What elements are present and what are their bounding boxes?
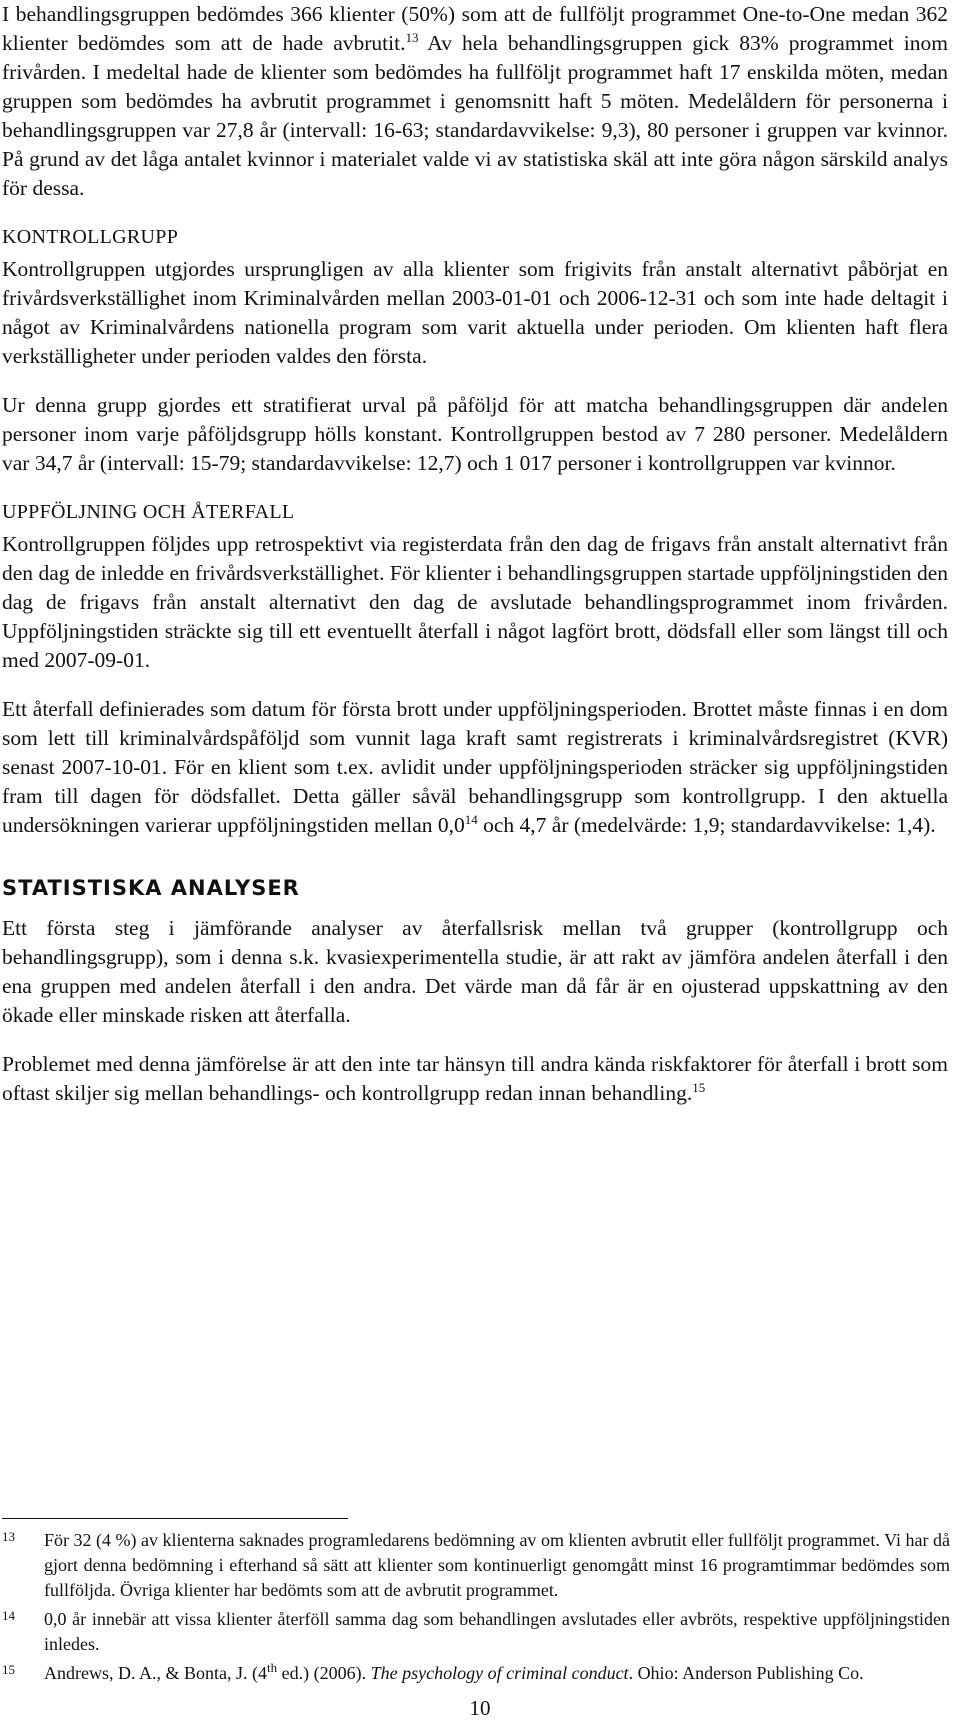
footnote-text: 0,0 år innebär att vissa klienter återföll samma dag som behandlingen avslutades eller avbröts, respektive uppföljningstiden inledes. [44, 1609, 950, 1654]
heading-statistiska-analyser: STATISTISKA ANALYSER [2, 876, 300, 900]
paragraph-text: Problemet med denna jämförelse är att den inte tar hänsyn till andra kända riskfaktorer för återfall i brott som oftast skiljer sig mellan behandlings- och kontrollgrupp redan innan behandling. [2, 1052, 948, 1105]
footnote-ref-15[interactable]: 15 [692, 1079, 706, 1095]
paragraph-text: Av hela behandlingsgruppen gick 83% programmet inom frivården. I medeltal hade de klienter som bedömdes ha fullföljt programmet haft 17 enskilda möten, medan gruppen som bedömdes ha avbrutit programmet i genomsnitt haft 5 möten. Medelåldern för personerna i behandlingsgruppen var 27,8 år (intervall: 16-63; standardavvikelse: 9,3), 80 personer i gruppen var kvinnor. På grund av det låga antalet kvinnor i materialet valde vi av statistiska skäl att inte göra någon särskild analys för dessa. [2, 31, 949, 200]
footnotes [0, 1528, 950, 1690]
paragraph-statistiska-2 [2, 1050, 948, 1108]
footnote-superscript: th [267, 1660, 278, 1675]
footnote-14 [0, 1607, 950, 1657]
paragraph-text: och 4,7 år (medelvärde: 1,9; standardavvikelse: 1,4). [477, 813, 936, 837]
book-title: The psychology of criminal conduct [370, 1663, 629, 1683]
paragraph-kontroll-1: Kontrollgruppen utgjordes ursprungligen av alla klienter som frigivits från anstalt alternativt påbörjat en frivårdsverkställighet inom Kriminalvården mellan 2003-01-01 och 2006-12-31 och som inte hade deltagit i något av Kriminalvårdens nationella program som varit aktuella under perioden. Om klienten haft flera verkställigheter under perioden valdes den första. [2, 257, 948, 368]
paragraph-behandlingsgrupp [2, 0, 948, 203]
heading-kontrollgrupp: KONTROLLGRUPP [2, 226, 179, 248]
footnote-ref-13[interactable]: 13 [405, 29, 419, 45]
footnote-text: För 32 (4 %) av klienterna saknades programledarens bedömning av om klienten avbrutit eller fullföljt programmet. Vi har då gjort denna bedömning i efterhand så sätt att klienter som kontinuerligt genomgått minst 16 programtimmar bedömdes som fullföljda. Övriga klienter har bedömts som att de avbrutit programmet. [44, 1530, 950, 1600]
footnote-13 [0, 1528, 950, 1603]
paragraph-statistiska-1: Ett första steg i jämförande analyser av återfallsrisk mellan två grupper (kontrollgrupp och behandlingsgrupp), som i denna s.k. kvasiexperimentella studie, är att rakt av jämföra andelen återfall i den ena gruppen med andelen återfall i den andra. Det värde man då får är en ojusterad uppskattning av den ökade eller minskade risken att återfalla. [2, 916, 948, 1027]
paragraph-text: I behandlingsgruppen bedömdes 366 klienter (50%) som att de fullföljt programmet One-to-One medan 362 klienter bedömdes som att de hade avbrutit. [2, 2, 948, 55]
footnote-15 [0, 1661, 950, 1686]
footnote-number: 14 [2, 1608, 15, 1623]
page-number: 10 [469, 1696, 491, 1720]
footnote-separator [2, 1518, 348, 1519]
footnote-ref-14[interactable]: 14 [464, 811, 478, 827]
document-page [2, 0, 948, 1108]
paragraph-uppfoljning-1: Kontrollgruppen följdes upp retrospektivt via registerdata från den dag de frigavs från anstalt alternativt från den dag de inledde en frivårdsverkställighet. För klienter i behandlingsgruppen startade uppföljningstiden den dag de frigavs från anstalt alternativt den dag de avslutade behandlingsprogrammet inom frivården. Uppföljningstiden sträckte sig till ett eventuellt återfall i något lagfört brott, dödsfall eller som längst till och med 2007-09-01. [2, 532, 948, 672]
paragraph-uppfoljning-2 [2, 695, 948, 840]
footnote-text: . Ohio: Anderson Publishing Co. [628, 1663, 864, 1683]
footnote-number: 15 [2, 1662, 15, 1677]
footnote-text: Andrews, D. A., & Bonta, J. (4 [44, 1663, 267, 1683]
footnote-number: 13 [2, 1529, 15, 1544]
paragraph-kontroll-2: Ur denna grupp gjordes ett stratifierat urval på påföljd för att matcha behandlingsgruppen där andelen personer inom varje påföljdsgrupp hölls konstant. Kontrollgruppen bestod av 7 280 personer. Medelåldern var 34,7 år (intervall: 15-79; standardavvikelse: 12,7) och 1 017 personer i kontrollgruppen var kvinnor. [2, 393, 948, 475]
footnote-text: ed.) (2006). [277, 1663, 371, 1683]
paragraph-text: Ett återfall definierades som datum för första brott under uppföljningsperioden. Brottet måste finnas i en dom som lett till kriminalvårdspåföljd som vunnit laga kraft samt registrerats i kriminalvårdsregistret (KVR) senast 2007-10-01. För en klient som t.ex. avlidit under uppföljningsperioden sträcker sig uppföljningstiden fram till dagen för dödsfallet. Detta gäller såväl behandlingsgrupp som kontrollgrupp. I den aktuella undersökningen varierar uppföljningstiden mellan 0,0 [2, 697, 948, 837]
heading-uppfoljning: UPPFÖLJNING OCH ÅTERFALL [2, 501, 295, 523]
